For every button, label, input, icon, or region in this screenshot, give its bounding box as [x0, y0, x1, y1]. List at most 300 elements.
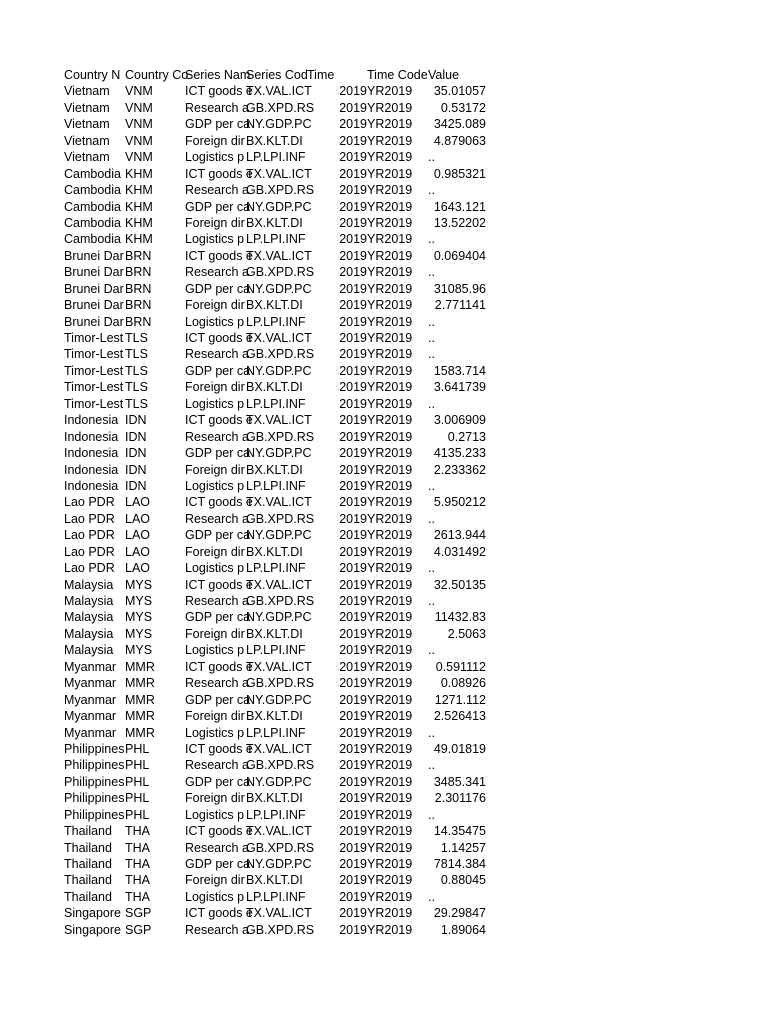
- cell-country-name[interactable]: Singapore: [64, 922, 121, 937]
- cell-country-name[interactable]: Philippines: [64, 741, 125, 756]
- cell-time-code[interactable]: YR2019: [367, 248, 413, 263]
- cell-series-code[interactable]: TX.VAL.ICT: [246, 166, 312, 181]
- cell-time[interactable]: 2019: [339, 807, 367, 822]
- cell-series-code[interactable]: BX.KLT.DI: [246, 380, 303, 395]
- cell-country-name[interactable]: Cambodia: [64, 199, 121, 214]
- cell-country-code[interactable]: LAO: [125, 528, 151, 543]
- cell-country-code[interactable]: MYS: [125, 594, 153, 608]
- cell-time-code[interactable]: YR2019: [367, 462, 413, 477]
- cell-country-code[interactable]: THA: [125, 840, 150, 855]
- cell-series-code[interactable]: TX.VAL.ICT: [246, 824, 312, 839]
- cell-country-code[interactable]: TLS: [125, 363, 148, 378]
- cell-value[interactable]: 4.031492: [433, 544, 486, 559]
- cell-series-name[interactable]: Research a: [185, 758, 249, 773]
- cell-time[interactable]: 2019: [339, 331, 367, 345]
- cell-series-code[interactable]: TX.VAL.ICT: [246, 84, 312, 99]
- cell-series-code[interactable]: GB.XPD.RS: [246, 758, 315, 773]
- cell-time[interactable]: 2019: [339, 528, 367, 543]
- cell-series-code[interactable]: TX.VAL.ICT: [246, 906, 312, 921]
- cell-series-code[interactable]: TX.VAL.ICT: [246, 659, 312, 674]
- cell-time-code[interactable]: YR2019: [367, 511, 413, 526]
- cell-series-code[interactable]: LP.LPI.INF: [246, 725, 306, 740]
- cell-country-name[interactable]: Timor-Lest: [64, 380, 124, 395]
- cell-series-name[interactable]: Research a: [185, 347, 249, 362]
- cell-time[interactable]: 2019: [339, 594, 367, 608]
- cell-series-name[interactable]: Logistics p: [185, 561, 245, 576]
- cell-time-code[interactable]: YR2019: [367, 577, 413, 592]
- cell-time-code[interactable]: YR2019: [367, 857, 413, 871]
- cell-country-code[interactable]: MYS: [125, 643, 153, 658]
- cell-series-code[interactable]: BX.KLT.DI: [246, 873, 303, 888]
- cell-country-code[interactable]: KHM: [125, 166, 153, 181]
- cell-time[interactable]: 2019: [339, 100, 367, 115]
- cell-series-code[interactable]: BX.KLT.DI: [246, 298, 303, 313]
- cell-value[interactable]: ..: [428, 725, 435, 740]
- cell-time[interactable]: 2019: [339, 544, 367, 559]
- cell-country-name[interactable]: Myanmar: [64, 692, 117, 707]
- cell-country-name[interactable]: Thailand: [64, 889, 112, 904]
- cell-value[interactable]: 2.771141: [434, 298, 486, 313]
- cell-country-name[interactable]: Myanmar: [64, 659, 117, 674]
- cell-value[interactable]: 1271.112: [434, 692, 486, 707]
- cell-series-name[interactable]: GDP per ca: [185, 610, 251, 625]
- cell-country-code[interactable]: VNM: [125, 133, 153, 148]
- cell-country-code[interactable]: IDN: [125, 478, 147, 493]
- cell-country-name[interactable]: Brunei Dar: [64, 248, 124, 263]
- cell-value[interactable]: ..: [428, 889, 435, 904]
- cell-country-code[interactable]: PHL: [125, 774, 150, 789]
- cell-country-name[interactable]: Myanmar: [64, 676, 117, 691]
- cell-series-name[interactable]: Research a: [185, 100, 249, 115]
- cell-time[interactable]: 2019: [339, 840, 367, 855]
- cell-time[interactable]: 2019: [339, 248, 367, 263]
- cell-country-code[interactable]: IDN: [125, 413, 147, 428]
- cell-country-name[interactable]: Thailand: [64, 824, 112, 839]
- cell-value[interactable]: 2.526413: [433, 709, 486, 724]
- cell-series-name[interactable]: GDP per ca: [185, 774, 251, 789]
- cell-time[interactable]: 2019: [339, 561, 367, 576]
- cell-country-code[interactable]: TLS: [125, 331, 148, 345]
- cell-time-code[interactable]: YR2019: [367, 215, 413, 230]
- cell-time-code[interactable]: YR2019: [367, 150, 413, 165]
- cell-country-name[interactable]: Thailand: [64, 857, 112, 871]
- cell-time[interactable]: 2019: [339, 626, 367, 641]
- cell-time-code[interactable]: YR2019: [367, 692, 413, 707]
- cell-value[interactable]: 11432.83: [434, 610, 486, 625]
- cell-series-code[interactable]: GB.XPD.RS: [246, 676, 315, 691]
- cell-series-name[interactable]: GDP per ca: [185, 199, 251, 214]
- cell-country-name[interactable]: Brunei Dar: [64, 298, 124, 313]
- cell-series-name[interactable]: ICT goods e: [185, 248, 253, 263]
- cell-value[interactable]: ..: [428, 807, 435, 822]
- cell-country-code[interactable]: KHM: [125, 232, 153, 247]
- cell-time[interactable]: 2019: [339, 117, 367, 132]
- cell-country-code[interactable]: LAO: [125, 544, 151, 559]
- cell-time-code[interactable]: YR2019: [367, 610, 413, 625]
- cell-value[interactable]: 1583.714: [433, 363, 486, 378]
- cell-series-name[interactable]: Research a: [185, 265, 249, 280]
- cell-value[interactable]: 0.53172: [440, 100, 486, 115]
- cell-series-code[interactable]: GB.XPD.RS: [246, 265, 315, 280]
- cell-time-code[interactable]: YR2019: [367, 117, 413, 132]
- cell-time[interactable]: 2019: [339, 133, 367, 148]
- cell-time-code[interactable]: YR2019: [367, 265, 413, 280]
- cell-country-name[interactable]: Indonesia: [64, 429, 119, 444]
- cell-country-name[interactable]: Vietnam: [64, 150, 110, 165]
- cell-country-name[interactable]: Myanmar: [64, 725, 117, 740]
- cell-country-name[interactable]: Vietnam: [64, 84, 110, 99]
- cell-time-code[interactable]: YR2019: [367, 643, 413, 658]
- cell-country-code[interactable]: TLS: [125, 380, 148, 395]
- cell-time[interactable]: 2019: [339, 183, 367, 198]
- cell-series-name[interactable]: Foreign dir: [185, 791, 245, 806]
- cell-value[interactable]: 0.069404: [433, 248, 486, 263]
- cell-time-code[interactable]: YR2019: [367, 807, 413, 822]
- cell-time[interactable]: 2019: [339, 298, 367, 313]
- cell-time[interactable]: 2019: [339, 265, 367, 280]
- cell-time-code[interactable]: YR2019: [367, 429, 413, 444]
- cell-series-name[interactable]: Logistics p: [185, 232, 245, 247]
- cell-country-code[interactable]: THA: [125, 873, 150, 888]
- cell-country-code[interactable]: VNM: [125, 84, 153, 99]
- cell-series-name[interactable]: Research a: [185, 922, 249, 937]
- cell-series-code[interactable]: TX.VAL.ICT: [246, 741, 312, 756]
- cell-time-code[interactable]: YR2019: [367, 478, 413, 493]
- cell-time[interactable]: 2019: [339, 363, 367, 378]
- cell-time[interactable]: 2019: [339, 774, 367, 789]
- cell-series-code[interactable]: GB.XPD.RS: [246, 594, 315, 608]
- cell-series-name[interactable]: GDP per ca: [185, 281, 251, 296]
- cell-value[interactable]: 4.879063: [433, 133, 486, 148]
- cell-time[interactable]: 2019: [339, 659, 367, 674]
- cell-country-code[interactable]: THA: [125, 889, 150, 904]
- cell-time-code[interactable]: YR2019: [367, 840, 413, 855]
- cell-value[interactable]: 32.50135: [433, 577, 486, 592]
- cell-country-name[interactable]: Indonesia: [64, 478, 119, 493]
- cell-series-code[interactable]: LP.LPI.INF: [246, 314, 306, 329]
- cell-country-name[interactable]: Malaysia: [64, 577, 114, 592]
- cell-value[interactable]: ..: [428, 331, 435, 345]
- cell-series-code[interactable]: NY.GDP.PC: [246, 199, 312, 214]
- cell-country-name[interactable]: Malaysia: [64, 594, 114, 608]
- cell-series-name[interactable]: ICT goods e: [185, 331, 253, 345]
- cell-country-code[interactable]: MYS: [125, 610, 153, 625]
- cell-series-code[interactable]: TX.VAL.ICT: [246, 495, 312, 510]
- cell-series-code[interactable]: NY.GDP.PC: [246, 610, 312, 625]
- cell-value[interactable]: ..: [428, 478, 435, 493]
- cell-series-name[interactable]: Logistics p: [185, 396, 245, 411]
- cell-series-name[interactable]: GDP per ca: [185, 692, 251, 707]
- cell-series-code[interactable]: GB.XPD.RS: [246, 511, 315, 526]
- cell-time-code[interactable]: YR2019: [367, 446, 413, 461]
- cell-country-code[interactable]: BRN: [125, 314, 152, 329]
- cell-country-name[interactable]: Indonesia: [64, 462, 119, 477]
- cell-time-code[interactable]: YR2019: [367, 709, 413, 724]
- cell-country-name[interactable]: Vietnam: [64, 133, 110, 148]
- cell-country-code[interactable]: MMR: [125, 709, 155, 724]
- cell-time[interactable]: 2019: [339, 889, 367, 904]
- cell-value[interactable]: ..: [428, 396, 435, 411]
- cell-value[interactable]: 35.01057: [433, 84, 486, 99]
- cell-series-code[interactable]: BX.KLT.DI: [246, 626, 303, 641]
- cell-country-name[interactable]: Philippines: [64, 807, 125, 822]
- cell-time[interactable]: 2019: [339, 478, 367, 493]
- cell-value[interactable]: 29.29847: [433, 906, 486, 921]
- cell-time[interactable]: 2019: [339, 215, 367, 230]
- cell-value[interactable]: ..: [428, 314, 435, 329]
- cell-series-name[interactable]: GDP per ca: [185, 528, 251, 543]
- cell-series-name[interactable]: Foreign dir: [185, 544, 245, 559]
- cell-series-code[interactable]: TX.VAL.ICT: [246, 413, 312, 428]
- cell-series-name[interactable]: ICT goods e: [185, 413, 253, 428]
- cell-country-name[interactable]: Timor-Lest: [64, 363, 124, 378]
- cell-time-code[interactable]: YR2019: [367, 314, 413, 329]
- cell-time-code[interactable]: YR2019: [367, 84, 413, 99]
- cell-series-code[interactable]: LP.LPI.INF: [246, 643, 306, 658]
- cell-country-name[interactable]: Timor-Lest: [64, 396, 124, 411]
- cell-country-name[interactable]: Malaysia: [64, 626, 114, 641]
- cell-country-code[interactable]: BRN: [125, 248, 152, 263]
- cell-series-code[interactable]: LP.LPI.INF: [246, 807, 306, 822]
- cell-country-name[interactable]: Lao PDR: [64, 544, 115, 559]
- cell-value[interactable]: 1.14257: [440, 840, 486, 855]
- cell-time-code[interactable]: YR2019: [367, 413, 413, 428]
- cell-time[interactable]: 2019: [339, 791, 367, 806]
- cell-country-code[interactable]: MMR: [125, 692, 155, 707]
- cell-series-code[interactable]: LP.LPI.INF: [246, 150, 306, 165]
- cell-value[interactable]: 49.01819: [433, 741, 486, 756]
- cell-value[interactable]: 0.08926: [440, 676, 486, 691]
- cell-time-code[interactable]: YR2019: [367, 281, 413, 296]
- cell-series-name[interactable]: ICT goods e: [185, 741, 253, 756]
- cell-country-code[interactable]: BRN: [125, 281, 152, 296]
- cell-series-name[interactable]: Foreign dir: [185, 462, 245, 477]
- cell-country-name[interactable]: Timor-Lest: [64, 347, 124, 362]
- cell-value[interactable]: 2613.944: [433, 528, 486, 543]
- cell-series-name[interactable]: Research a: [185, 183, 249, 198]
- cell-time-code[interactable]: YR2019: [367, 594, 413, 608]
- cell-value[interactable]: ..: [428, 643, 435, 658]
- cell-country-name[interactable]: Cambodia: [64, 183, 121, 198]
- cell-series-code[interactable]: GB.XPD.RS: [246, 429, 315, 444]
- cell-time[interactable]: 2019: [339, 314, 367, 329]
- cell-series-code[interactable]: BX.KLT.DI: [246, 791, 303, 806]
- cell-series-name[interactable]: Research a: [185, 511, 249, 526]
- cell-country-name[interactable]: Lao PDR: [64, 528, 115, 543]
- cell-series-code[interactable]: LP.LPI.INF: [246, 478, 306, 493]
- cell-country-code[interactable]: LAO: [125, 561, 151, 576]
- cell-time-code[interactable]: YR2019: [367, 906, 413, 921]
- cell-series-name[interactable]: Foreign dir: [185, 298, 245, 313]
- header-time-code[interactable]: Time Code: [367, 68, 428, 82]
- cell-country-code[interactable]: KHM: [125, 215, 153, 230]
- cell-country-code[interactable]: IDN: [125, 429, 147, 444]
- cell-value[interactable]: 13.52202: [433, 215, 486, 230]
- cell-country-code[interactable]: PHL: [125, 741, 150, 756]
- cell-value[interactable]: 0.985321: [433, 166, 486, 181]
- cell-time[interactable]: 2019: [339, 857, 367, 871]
- cell-time[interactable]: 2019: [339, 166, 367, 181]
- cell-country-code[interactable]: KHM: [125, 183, 153, 198]
- cell-country-code[interactable]: VNM: [125, 100, 153, 115]
- cell-series-code[interactable]: LP.LPI.INF: [246, 889, 306, 904]
- cell-series-code[interactable]: BX.KLT.DI: [246, 133, 303, 148]
- cell-country-name[interactable]: Philippines: [64, 774, 125, 789]
- cell-series-code[interactable]: BX.KLT.DI: [246, 215, 303, 230]
- cell-time[interactable]: 2019: [339, 906, 367, 921]
- cell-series-name[interactable]: Logistics p: [185, 807, 245, 822]
- cell-country-code[interactable]: LAO: [125, 495, 151, 510]
- cell-country-name[interactable]: Lao PDR: [64, 561, 115, 576]
- cell-series-name[interactable]: Foreign dir: [185, 873, 245, 888]
- cell-time[interactable]: 2019: [339, 232, 367, 247]
- cell-time-code[interactable]: YR2019: [367, 659, 413, 674]
- cell-value[interactable]: 14.35475: [433, 824, 486, 839]
- cell-series-name[interactable]: GDP per ca: [185, 117, 251, 132]
- cell-series-code[interactable]: GB.XPD.RS: [246, 347, 315, 362]
- cell-country-code[interactable]: SGP: [125, 922, 152, 937]
- cell-value[interactable]: 2.5063: [447, 626, 486, 641]
- cell-time-code[interactable]: YR2019: [367, 528, 413, 543]
- cell-time[interactable]: 2019: [339, 511, 367, 526]
- cell-time[interactable]: 2019: [339, 676, 367, 691]
- cell-series-name[interactable]: ICT goods e: [185, 906, 253, 921]
- cell-time-code[interactable]: YR2019: [367, 100, 413, 115]
- cell-series-name[interactable]: Logistics p: [185, 314, 245, 329]
- cell-country-code[interactable]: PHL: [125, 758, 150, 773]
- cell-series-name[interactable]: GDP per ca: [185, 363, 251, 378]
- cell-country-name[interactable]: Brunei Dar: [64, 265, 124, 280]
- cell-value[interactable]: ..: [428, 511, 435, 526]
- cell-time-code[interactable]: YR2019: [367, 922, 413, 937]
- cell-value[interactable]: 31085.96: [433, 281, 486, 296]
- cell-series-name[interactable]: Research a: [185, 594, 249, 608]
- cell-value[interactable]: 2.301176: [434, 791, 486, 806]
- cell-country-code[interactable]: MYS: [125, 577, 153, 592]
- cell-series-code[interactable]: BX.KLT.DI: [246, 709, 303, 724]
- cell-time-code[interactable]: YR2019: [367, 396, 413, 411]
- cell-country-code[interactable]: MMR: [125, 725, 155, 740]
- cell-time-code[interactable]: YR2019: [367, 561, 413, 576]
- cell-time[interactable]: 2019: [339, 396, 367, 411]
- cell-country-code[interactable]: IDN: [125, 462, 147, 477]
- cell-country-name[interactable]: Timor-Lest: [64, 331, 124, 345]
- cell-value[interactable]: 1643.121: [433, 199, 486, 214]
- cell-time[interactable]: 2019: [339, 150, 367, 165]
- cell-time-code[interactable]: YR2019: [367, 774, 413, 789]
- cell-country-name[interactable]: Malaysia: [64, 610, 114, 625]
- cell-series-code[interactable]: LP.LPI.INF: [246, 232, 306, 247]
- cell-time-code[interactable]: YR2019: [367, 133, 413, 148]
- cell-country-name[interactable]: Philippines: [64, 758, 125, 773]
- cell-value[interactable]: 0.88045: [440, 873, 486, 888]
- cell-country-name[interactable]: Indonesia: [64, 446, 119, 461]
- cell-country-name[interactable]: Malaysia: [64, 643, 114, 658]
- cell-series-name[interactable]: Foreign dir: [185, 626, 245, 641]
- cell-series-code[interactable]: GB.XPD.RS: [246, 840, 315, 855]
- cell-country-name[interactable]: Vietnam: [64, 100, 110, 115]
- cell-series-name[interactable]: Research a: [185, 676, 249, 691]
- cell-series-name[interactable]: ICT goods e: [185, 84, 253, 99]
- cell-time-code[interactable]: YR2019: [367, 298, 413, 313]
- cell-country-code[interactable]: MMR: [125, 676, 155, 691]
- cell-value[interactable]: 3.006909: [433, 413, 486, 428]
- cell-value[interactable]: ..: [428, 265, 435, 280]
- cell-time[interactable]: 2019: [339, 922, 367, 937]
- cell-value[interactable]: ..: [428, 561, 435, 576]
- cell-time-code[interactable]: YR2019: [367, 495, 413, 510]
- cell-series-code[interactable]: TX.VAL.ICT: [246, 248, 312, 263]
- cell-time-code[interactable]: YR2019: [367, 166, 413, 181]
- cell-time[interactable]: 2019: [339, 380, 367, 395]
- cell-series-code[interactable]: NY.GDP.PC: [246, 774, 312, 789]
- cell-country-code[interactable]: BRN: [125, 298, 152, 313]
- cell-series-code[interactable]: GB.XPD.RS: [246, 922, 315, 937]
- cell-country-code[interactable]: THA: [125, 857, 150, 871]
- cell-series-code[interactable]: NY.GDP.PC: [246, 281, 312, 296]
- cell-country-code[interactable]: LAO: [125, 511, 151, 526]
- header-series-name[interactable]: Series Nam: [185, 68, 251, 82]
- cell-time[interactable]: 2019: [339, 873, 367, 888]
- cell-country-name[interactable]: Singapore: [64, 906, 121, 921]
- cell-time[interactable]: 2019: [339, 725, 367, 740]
- cell-series-name[interactable]: Research a: [185, 429, 249, 444]
- cell-time[interactable]: 2019: [339, 577, 367, 592]
- cell-time[interactable]: 2019: [339, 347, 367, 362]
- cell-time-code[interactable]: YR2019: [367, 676, 413, 691]
- cell-value[interactable]: 4135.233: [433, 446, 486, 461]
- cell-time[interactable]: 2019: [339, 199, 367, 214]
- cell-series-code[interactable]: NY.GDP.PC: [246, 363, 312, 378]
- cell-time-code[interactable]: YR2019: [367, 232, 413, 247]
- cell-time-code[interactable]: YR2019: [367, 758, 413, 773]
- cell-time-code[interactable]: YR2019: [367, 741, 413, 756]
- cell-time-code[interactable]: YR2019: [367, 544, 413, 559]
- cell-series-code[interactable]: GB.XPD.RS: [246, 183, 315, 198]
- cell-time[interactable]: 2019: [339, 495, 367, 510]
- cell-value[interactable]: ..: [428, 347, 435, 362]
- cell-series-name[interactable]: ICT goods e: [185, 577, 253, 592]
- cell-value[interactable]: 0.591112: [435, 659, 486, 674]
- cell-value[interactable]: ..: [428, 232, 435, 247]
- cell-value[interactable]: 5.950212: [433, 495, 486, 510]
- cell-series-code[interactable]: NY.GDP.PC: [246, 857, 312, 871]
- cell-time[interactable]: 2019: [339, 824, 367, 839]
- cell-series-name[interactable]: Research a: [185, 840, 249, 855]
- cell-series-name[interactable]: Foreign dir: [185, 709, 245, 724]
- cell-series-code[interactable]: LP.LPI.INF: [246, 396, 306, 411]
- cell-series-name[interactable]: Logistics p: [185, 478, 245, 493]
- cell-series-code[interactable]: GB.XPD.RS: [246, 100, 315, 115]
- cell-country-code[interactable]: TLS: [125, 347, 148, 362]
- cell-series-code[interactable]: NY.GDP.PC: [246, 692, 312, 707]
- cell-series-code[interactable]: LP.LPI.INF: [246, 561, 306, 576]
- cell-country-name[interactable]: Brunei Dar: [64, 314, 124, 329]
- cell-series-code[interactable]: NY.GDP.PC: [246, 446, 312, 461]
- cell-series-name[interactable]: Foreign dir: [185, 215, 245, 230]
- cell-time-code[interactable]: YR2019: [367, 725, 413, 740]
- cell-value[interactable]: 1.89064: [440, 922, 486, 937]
- cell-time[interactable]: 2019: [339, 709, 367, 724]
- cell-series-name[interactable]: ICT goods e: [185, 166, 253, 181]
- cell-country-code[interactable]: VNM: [125, 150, 153, 165]
- cell-value[interactable]: 3425.089: [433, 117, 486, 132]
- cell-series-code[interactable]: TX.VAL.ICT: [246, 331, 312, 345]
- cell-value[interactable]: ..: [428, 150, 435, 165]
- cell-time[interactable]: 2019: [339, 758, 367, 773]
- cell-series-name[interactable]: ICT goods e: [185, 824, 253, 839]
- header-country-code[interactable]: Country Co: [125, 68, 189, 82]
